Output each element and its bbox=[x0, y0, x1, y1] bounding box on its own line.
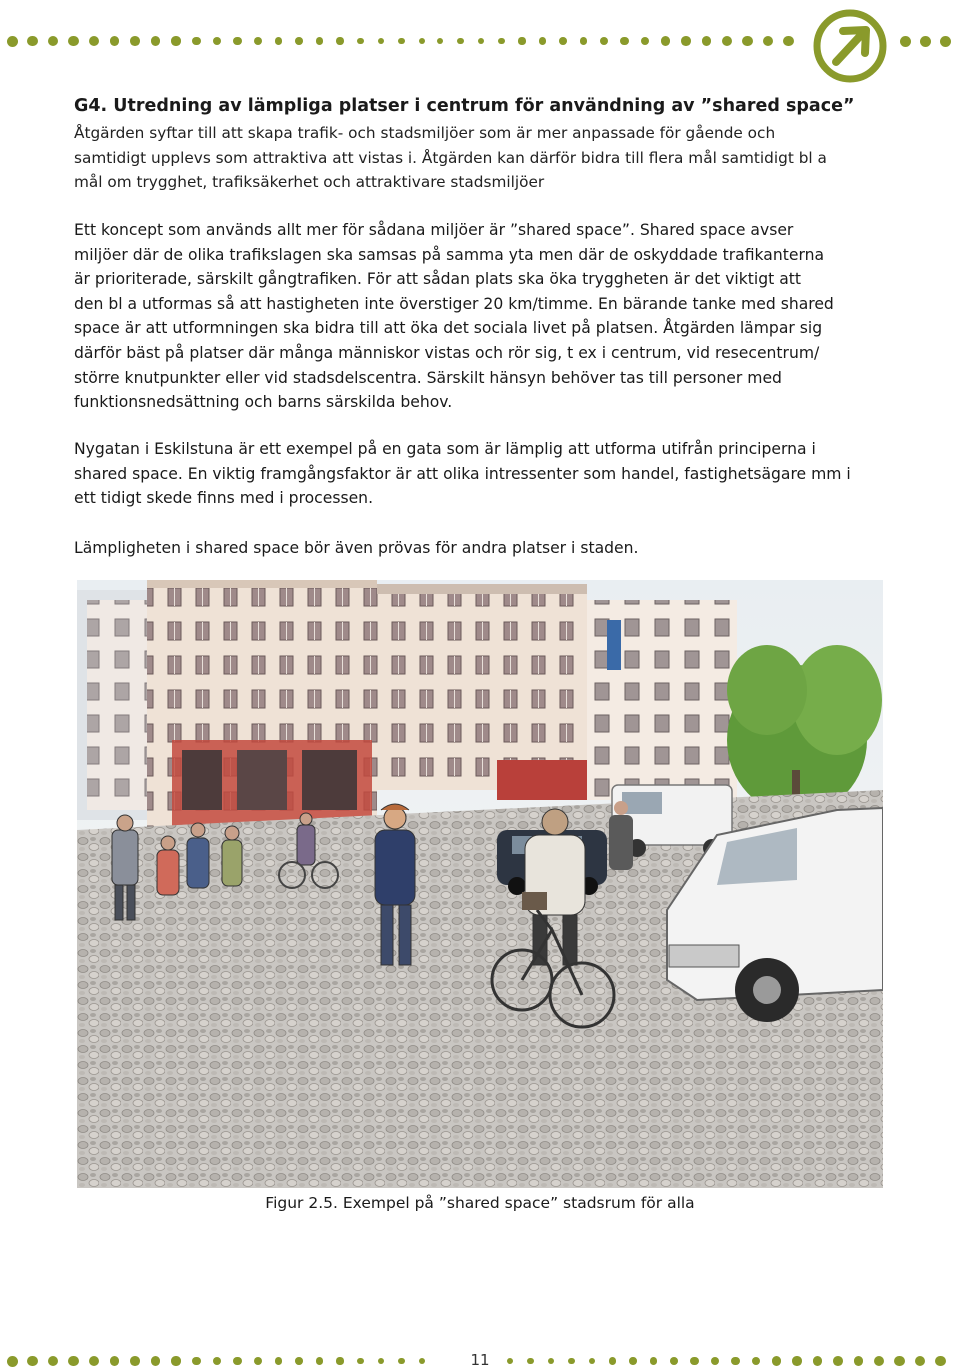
border-dot bbox=[130, 36, 140, 46]
border-dot bbox=[275, 37, 283, 45]
border-dot bbox=[580, 37, 588, 45]
border-dot bbox=[783, 36, 794, 47]
border-dot bbox=[702, 36, 712, 46]
border-dot bbox=[233, 37, 241, 45]
street-photo bbox=[77, 580, 883, 1188]
border-dot bbox=[940, 36, 951, 47]
border-dot bbox=[89, 36, 99, 46]
figure-caption: Figur 2.5. Exempel på ”shared space” stadsrum för alla bbox=[265, 1194, 695, 1212]
paragraph-line: den bl a utformas så att hastigheten inte överstiger 20 km/timme. En bärande tanke med shared bbox=[74, 294, 834, 313]
border-dot bbox=[763, 36, 774, 47]
border-dot bbox=[620, 37, 629, 46]
border-dot bbox=[213, 37, 222, 46]
border-dot bbox=[920, 36, 931, 47]
intro-paragraph bbox=[74, 121, 874, 195]
border-dot bbox=[378, 38, 385, 45]
intro-line: mål om trygghet, trafiksäkerhet och attraktivare stadsmiljöer bbox=[74, 173, 545, 191]
intro-line: samtidigt upplevs som attraktiva att vistas i. Åtgärden kan därför bidra till flera mål samtidigt bl a bbox=[74, 148, 827, 167]
body-paragraph-2 bbox=[74, 437, 874, 511]
paragraph-line: Ett koncept som används allt mer för sådana miljöer är ”shared space”. Shared space avser bbox=[74, 221, 794, 239]
border-dot bbox=[518, 37, 525, 44]
border-dot bbox=[419, 38, 425, 44]
paragraph-line: ett tidigt skede finns med i processen. bbox=[74, 489, 374, 508]
paragraph-line: space är att utformningen ska bidra till att öka det sociala livet på platsen. Åtgärden lämpar sig bbox=[74, 319, 823, 338]
border-dot bbox=[151, 36, 160, 45]
paragraph-line: Lämpligheten i shared space bör även prövas för andra platser i staden. bbox=[74, 539, 639, 557]
border-dot bbox=[295, 37, 303, 45]
border-dot bbox=[600, 37, 608, 45]
border-dot bbox=[641, 37, 650, 46]
border-dot bbox=[559, 37, 567, 45]
border-dot bbox=[27, 36, 38, 47]
border-dot bbox=[478, 38, 485, 45]
paragraph-line: Nygatan i Eskilstuna är ett exempel på en gata som är lämplig att utforma utifrån principerna i bbox=[74, 440, 816, 458]
border-dot bbox=[68, 36, 78, 46]
section-heading: G4. Utredning av lämpliga platser i centrum för användning av ”shared space” bbox=[74, 96, 855, 116]
border-dot bbox=[900, 36, 911, 47]
border-dot bbox=[7, 36, 18, 47]
border-dot bbox=[742, 36, 752, 46]
border-dot bbox=[316, 37, 323, 44]
arrow-up-right-circle-icon bbox=[812, 8, 888, 84]
border-dot bbox=[539, 37, 546, 44]
border-dot bbox=[722, 36, 732, 46]
border-dot bbox=[661, 36, 670, 45]
paragraph-line: större knutpunkter eller vid stadsdelscentra. Särskilt hänsyn behöver tas till personer med bbox=[74, 368, 782, 387]
border-dot bbox=[336, 37, 343, 44]
body-paragraph-1 bbox=[74, 218, 874, 415]
border-dot bbox=[192, 37, 201, 46]
border-dot bbox=[457, 38, 463, 44]
paragraph-line: miljöer där de olika trafikslagen ska samsas på samma yta men där de oskyddade trafikanterna bbox=[74, 245, 825, 264]
border-dot bbox=[357, 38, 364, 45]
border-dot bbox=[48, 36, 59, 47]
border-dot bbox=[681, 36, 690, 45]
border-dot bbox=[171, 36, 180, 45]
paragraph-line: funktionsnedsättning och barns särskilda behov. bbox=[74, 393, 453, 412]
border-dot bbox=[110, 36, 120, 46]
border-dot bbox=[437, 38, 443, 44]
body-paragraph-3 bbox=[74, 536, 874, 561]
border-dot bbox=[398, 38, 404, 44]
paragraph-line: är prioriterade, särskilt gångtrafiken. För att sådan plats ska öka tryggheten är det viktigt att bbox=[74, 270, 801, 289]
paragraph-line: shared space. En viktig framgångsfaktor är att olika intressenter som handel, fastighetsägare mm i bbox=[74, 464, 851, 483]
border-dot bbox=[498, 38, 505, 45]
intro-line: Åtgärden syftar till att skapa trafik- och stadsmiljöer som är mer anpassade för gående och bbox=[74, 124, 776, 142]
page-number: 11 bbox=[470, 1351, 490, 1369]
street-photo-illustration bbox=[77, 580, 883, 1188]
paragraph-line: därför bäst på platser där många människor vistas och rör sig, t ex i centrum, vid resecentrum/ bbox=[74, 343, 820, 362]
border-dot bbox=[254, 37, 262, 45]
